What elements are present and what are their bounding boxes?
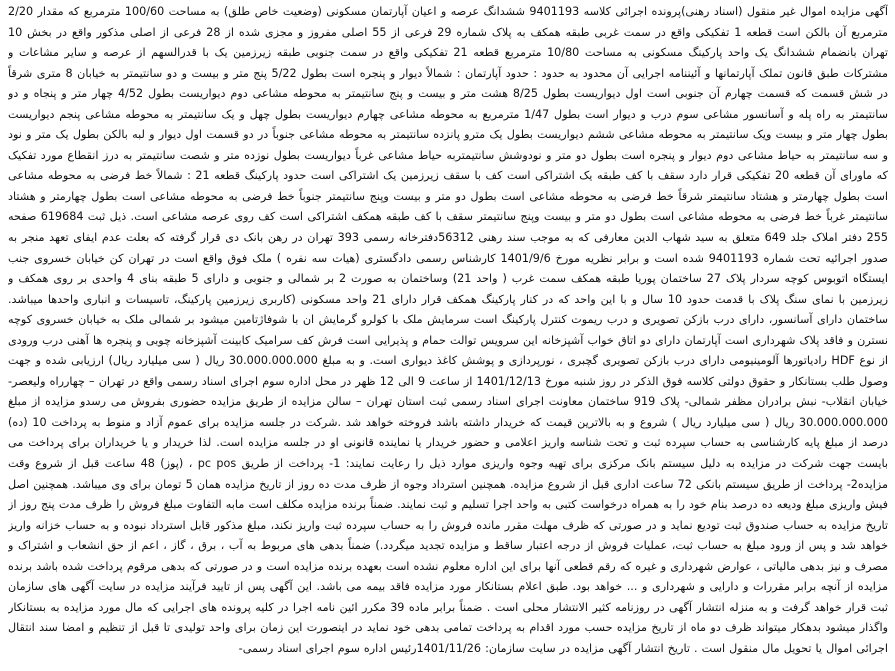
notice-body-text: آگهی مزایده اموال غیر منقول (اسناد رهنی)پرونده اجرائی کلاسه 9401193 ششدانگ عرصه و اعیان آپارتمان مسکونی (وضعیت خاص طلق) به مساحت 100/60 مترمربع که مقدار 2/20 مترمربع آن بالکن است قطعه 1 تفکیکی واقع در سمت غربی طبقه همکف به پلاک شماره 29 فرعی از 55 اصلی مفروز و مجزی شده از 28 فرعی از اصلی مذکور واقع در بخش 10 تهران بانضمام ششدانگ یک واحد پارکینگ مسکونی به مساحت 10/80 مترمربع قطعه 21 تفکیکی واقع در سمت جنوبی طبقه زیرزمین یک با قدرالسهم از عرصه و سایر مشاعات و مشترکات طبق قانون تملک آپارتمانها و آئیننامه اجرایی آن محدود به حدود : حدود آپارتمان : شمالاً دیوار و پنجره است بطول 5/22 پنج متر و بیست و دو سانتیمتر به خیابان 8 متری شرقاً در شش قسمت که قسمت چهارم آن جنوبی است اول دیواریست بطول 8/25 هشت متر و بیست و پنج سانتیمتر به محوطه مشاعی دوم دیواریست بطول 4/52 چهار متر و پنجاه و دو سانتیمتر به راه پله و آسانسور مشاعی سوم درب و دیوار است بطول 1/47 مترمربع به محوطه مشاعی چهارم دیواریست بطول چهل و یک سانتیمتر به محوطه مشاعی پنجم دیواریست بطول چهار متر و بیست ویک سانتیمتر به محوطه مشاعی ششم دیواریست بطول یک مترو پانزده سانتیمتر به محوطه مشاعی جنوباً در دو قسمت اول دیوار و لبه بالکن بطول یک متر و نود و سه سانتیمتر به حیاط مشاعی دوم دیوار و پنجره است بطول دو متر و نودوشش سانتیمتربه حیاط مشاعی غرباً دیواریست بطول نوزده متر و شصت سانتیمتر به درز انقطاع مورد تفکیک که ماورای آن قطعه 20 تفکیکی قرار دارد سقف با کف طبقه یک اشتراکی است کف با سقف زیرزمین یک اشتراکی است حدود پارکینگ قطعه 21 : شمالاً خط فرضی به محوطه مشاعی است بطول چهارمتر و هشتاد سانتیمتر شرقاً خط فرضی به محوطه مشاعی است بطول دو متر و بیست وپنج سانتیمتر جنوباً خط فرضی به محوطه مشاعی است بطول چهارمتر و هشتاد سانتیمتر غرباً خط فرضی به محوطه مشاعی است بطول دو متر و بیست وپنج سانتیمتر سقف با کف طبقه همکف اشتراکی است کف روی عرصه مشاعی است. ذیل ثبت 619684 صفحه 255 دفتر املاک جلد 649 متعلق به سید شهاب الدین معارفی که به موجب سند رهنی 56312دفترخانه رسمی 393 تهران در رهن بانک دی قرار گرفته که بعلت عدم ایفای تعهد منجر به صدور اجرائیه تحت شماره 9401193 شده است و برابر نظریه مورخ 1401/9/6 کارشناس رسمی دادگستری (هیات سه نفره ) ملک فوق واقع است در تهران کن خیابان خسروی جنب ایستگاه اتوبوس کوچه سردار پلاک 27 ساختمان پوریا طبقه همکف سمت غرب ( واحد 21) وساختمان به صورت 2 بر شمالی و جنوبی و دارای 5 طبقه بنای 4 واحدی بر روی همکف و زیرزمین با نمای سنگ پلاک با قدمت حدود 10 سال و با این واحد که در کنار پارکینگ همکف قرار دارای 21 واحد مسکونی (کاربری زیرزمین پارکینگ، تاسیسات و انباری واحدها میباشد. ساختمان دارای آسانسور، دارای درب بازکن تصویری و درب ریموت کنترل پارکینگ است سرمایش ملک با کولرو گرمایش ان با شوفاژتامین میشود بر شمالی ملک به خیابان خسروی کوچه نسترن و فاقد پلاک شهرداری است آپارتمان دارای دو اتاق خواب آشپزخانه این سرویس توالت حمام و پذیرایی است فرش کف سرامیک کابینت آشپزخانه چوبی و پنجره ها آهنی درب ورودی از نوع HDF رادیاتورها آلومینیومی دارای درب بازکن تصویری گچبری ، نورپردازی و پوشش کاغذ دیواری است. و به مبلغ 30.000.000.000 ریال ( سی میلیارد ریال) ارزیابی شده و جهت وصول طلب بستانکار و حقوق دولتی کلاسه فوق الذکر در روز شنبه مورخ 1401/12/13 از ساعت 9 الی 12 ظهر در محل اداره سوم اجرای اسناد رسمی واقع در تهران – چهارراه ولیعصر- خیابان انقلاب- نبش برادران مظفر شمالی- پلاک 919 ساختمان معاونت اجرای اسناد رسمی ثبت استان تهران – سالن مزایده از طریق مزایده حضوری بفروش می رسدو مزایده از مبلغ 30.000.000.000 ریال ( سی میلیارد ریال ) شروع و به بالاترین قیمت که خریدار داشته باشد فروخته خواهد شد .شرکت در جلسه مزایده برای عموم آزاد و منوط به پرداخت 10 (ده) درصد از مبلغ پایه کارشناسی به حساب سپرده ثبت و تحت شناسه واریز اعلامی و حضور خریدار یا نماینده قانونی او در جلسه مزایده است. لذا خریدار و یا خریداران برای پرداخت می بایست جهت شرکت در مزایده به دلیل سیستم بانک مرکزی برای تهیه وجوه واریزی موارد ذیل را رعایت نمایند: 1- پرداخت از طریق pc pos ، (پوز) 48 ساعت قبل از شروع وقت مزایده2- پرداخت از طریق سیستم بانکی 72 ساعت اداری قبل از شروع مزایده. همچنین استرداد وجوه از ظرف مدت ده روز از تاریخ مزایده همان 5 تومان برای وی میباشد. همچنین اصل فیش واریزی مبلغ ودیعه ده درصد بنام خود را به همراه درخواست کتبی به واحد اجرا تسلیم و ثبت نمایند. ضمناً برنده مزایده مکلف است مابه التفاوت مبلغ فروش را ظرف مدت پنج روز از تاریخ مزایده به حساب صندوق ثبت تودیع نماید و در صورتی که ظرف مهلت مقرر مانده فروش را به حساب سپرده ثبت واریز نکند، مبلغ مذکور قابل استرداد نبوده و به حساب خزانه واریز خواهد شد و پس از ورود مبلغ به حساب ثبت، عملیات فروش از درجه اعتبار ساقط و مزایده تجدید میگردد.) ضمناً بدهی های مربوط به آب ، برق ، گاز ، اعم از حق انشعاب و اشتراک و مصرف و نیز بدهی مالیاتی ، عوارض شهرداری و غیره که رقم قطعی آنها برای این اداره معلوم نشده است بعهده برنده مزایده است و در صورتی که بدهی مرقوم پرداخت شده باشد برنده مزایده از آنچه برابر مقررات و دارایی و شهرداری و ... خواهد بود. طبق اعلام بستانکار مورد مزایده فاقد بیمه می باشد. این آگهی پس از تایید فرآیند مزایده در سایت آگهی های سازمان ثبت قرار خواهد گرفت و به منزله انتشار آگهی در روزنامه کثیر الانتشار محلی است . ضمناً برابر ماده 39 مکرر ائین نامه اجرا در کلیه پرونده های اجرایی که مال مورد مزایده به بستانکار واگذار میشود بدهکار میتواند ظرف دو ماه از تاریخ مزایده حسب مورد اقدام به پرداخت تمامی بدهی خود نماید در اینصورت این زمان برای واحد تولیدی تا قبل از تنظیم و امضا سند انتقال اجرائی اموال یا تحویل مال منقول است . تاریخ انتشار آگهی مزایده در سایت سازمان: 1401/11/26رئیس اداره سوم اجرای اسناد رسمی- bbox=[8, 5, 888, 655]
auction-notice bbox=[8, 2, 888, 669]
